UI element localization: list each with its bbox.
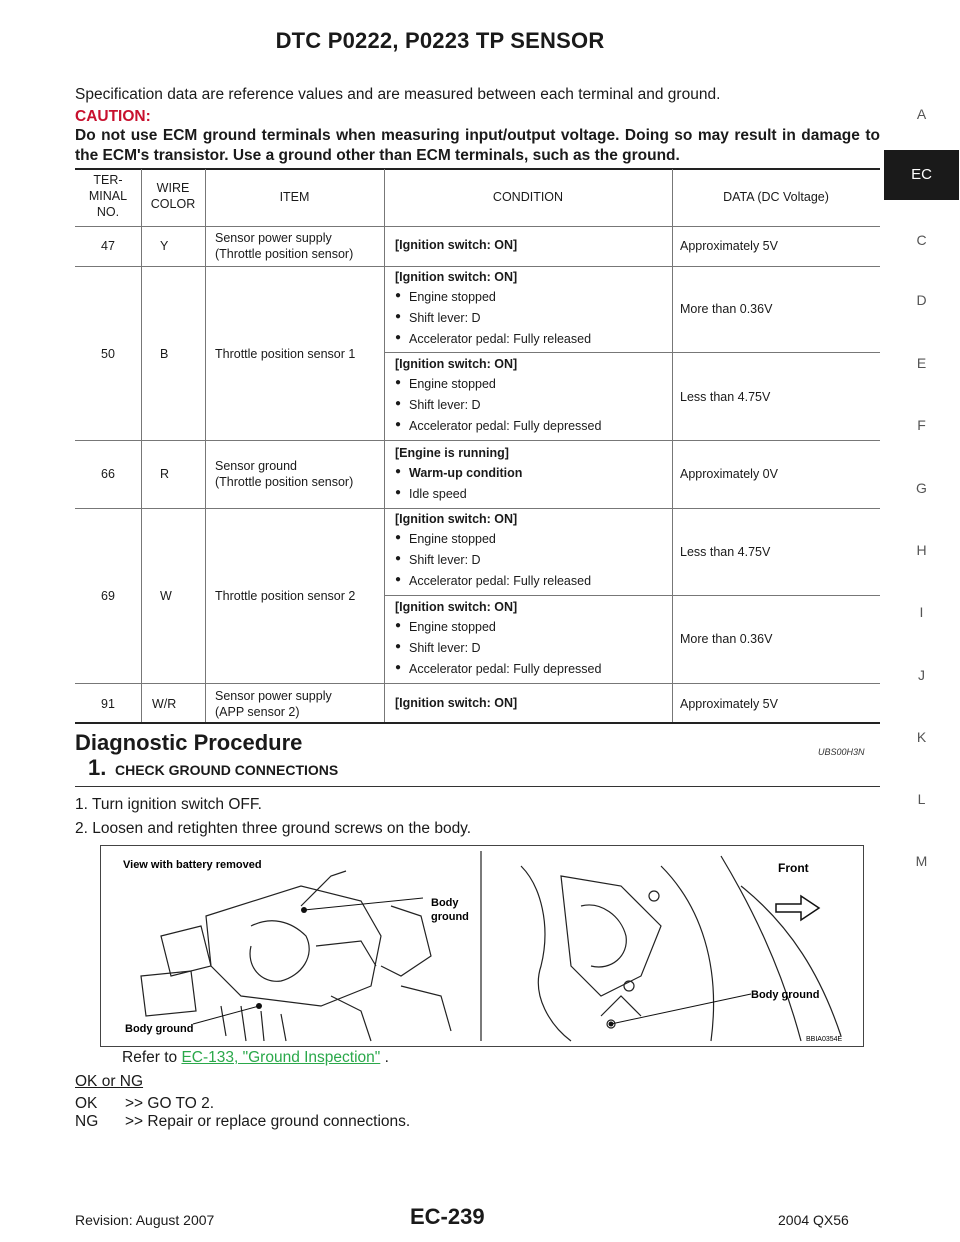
col-divider — [205, 169, 206, 722]
cell-data: Approximately 5V — [680, 697, 778, 711]
cell-condition: [Ignition switch: ON] — [395, 238, 518, 252]
fig-label-body-ground-right: Body ground — [751, 989, 820, 1001]
caution-label: CAUTION: — [75, 108, 151, 125]
cell-condition: [Ignition switch: ON] ● Engine stopped ● Shift lever: D ● Accelerator pedal: Fully depressed — [395, 600, 601, 683]
cell-condition: [Engine is running] ● Warm-up condition ● Idle speed — [395, 446, 522, 508]
step-number: 1. — [88, 755, 107, 780]
header-terminal: TER- MINAL NO. — [88, 173, 128, 219]
side-index-h[interactable]: H — [916, 542, 927, 558]
side-index-m[interactable]: M — [915, 853, 928, 869]
revision-label: Revision: August 2007 — [75, 1212, 215, 1228]
subrow-divider — [384, 595, 880, 596]
table-bottom-rule — [75, 722, 880, 724]
side-index-e[interactable]: E — [916, 355, 927, 371]
cell-condition: [Ignition switch: ON] ● Engine stopped ● Shift lever: D ● Accelerator pedal: Fully released — [395, 270, 591, 353]
page-number: EC-239 — [410, 1204, 485, 1229]
cell-terminal: 66 — [101, 467, 115, 481]
cell-wire: B — [160, 347, 169, 361]
side-index-d[interactable]: D — [916, 292, 927, 308]
fig-label-ground: ground — [431, 911, 469, 923]
cell-terminal: 47 — [101, 239, 115, 253]
section-title: Diagnostic Procedure — [75, 730, 303, 755]
result-ng: NG >> Repair or replace ground connections. — [75, 1113, 411, 1130]
side-index-j[interactable]: J — [918, 667, 925, 683]
ground-location-figure — [100, 845, 864, 1047]
cell-data: Approximately 0V — [680, 467, 778, 481]
cell-terminal: 50 — [101, 347, 115, 361]
cell-item: Throttle position sensor 2 — [215, 589, 356, 603]
fig-label-body-ground-left: Body ground — [125, 1023, 194, 1035]
cell-condition: [Ignition switch: ON] — [395, 696, 518, 710]
fig-label-view: View with battery removed — [123, 859, 262, 871]
cell-data: More than 0.36V — [680, 302, 773, 316]
col-divider — [384, 169, 385, 722]
side-index-c[interactable]: C — [916, 232, 927, 248]
cell-item: Sensor power supply (APP sensor 2) — [215, 689, 332, 719]
ok-or-ng-label: OK or NG — [75, 1073, 144, 1090]
ground-inspection-link[interactable]: EC-133, "Ground Inspection" — [181, 1049, 381, 1066]
cell-item: Sensor ground (Throttle position sensor) — [215, 459, 354, 489]
caution-text: Do not use ECM ground terminals when measuring input/output voltage. Doing so may result in damage to the ECM's transistor. Use a ground other than ECM terminals, such as the ground. — [75, 127, 880, 164]
header-condition: CONDITION — [492, 190, 564, 204]
cell-wire: W — [160, 589, 172, 603]
step-line: 2. Loosen and retighten three ground screws on the body. — [75, 820, 472, 837]
cell-wire: Y — [160, 239, 169, 253]
cell-terminal: 69 — [101, 589, 115, 603]
side-index-g[interactable]: G — [916, 480, 927, 496]
cell-condition: [Ignition switch: ON] ● Engine stopped ● Shift lever: D ● Accelerator pedal: Fully depressed — [395, 357, 601, 440]
cell-item: Sensor power supply (Throttle position sensor) — [215, 231, 354, 261]
row-divider — [75, 683, 880, 684]
cell-data: Approximately 5V — [680, 239, 778, 253]
engine-bay-illustration — [101, 846, 863, 1046]
step-title: CHECK GROUND CONNECTIONS — [115, 762, 339, 778]
spec-note: Specification data are reference values and are measured between each terminal and ground. — [75, 86, 721, 103]
row-divider — [75, 508, 880, 509]
side-index-f[interactable]: F — [917, 417, 926, 433]
col-divider — [672, 169, 673, 722]
step-line: 1. Turn ignition switch OFF. — [75, 796, 262, 813]
header-item: ITEM — [279, 190, 310, 204]
cell-item: Throttle position sensor 1 — [215, 347, 356, 361]
side-index-l[interactable]: L — [917, 791, 926, 807]
side-index-ec[interactable]: EC — [884, 150, 959, 200]
header-data: DATA (DC Voltage) — [723, 190, 829, 204]
header-wire-color: WIRE COLOR — [150, 181, 196, 211]
fig-code: BBIA0354E — [806, 1036, 843, 1043]
fig-label-body: Body — [431, 897, 459, 909]
table-header-divider — [75, 226, 880, 227]
side-index-a[interactable]: A — [916, 106, 927, 122]
side-index-i[interactable]: I — [919, 604, 924, 620]
cell-wire: W/R — [152, 697, 177, 711]
refer-line: Refer to EC-133, "Ground Inspection" . — [122, 1049, 389, 1066]
cell-data: Less than 4.75V — [680, 545, 771, 559]
row-divider — [75, 266, 880, 267]
section-code: UBS00H3N — [818, 747, 865, 757]
col-divider — [141, 169, 142, 722]
row-divider — [75, 440, 880, 441]
cell-terminal: 91 — [101, 697, 115, 711]
front-arrow-icon — [776, 896, 819, 920]
cell-data: More than 0.36V — [680, 632, 773, 646]
fig-label-front: Front — [778, 861, 809, 875]
model-label: 2004 QX56 — [778, 1212, 849, 1228]
cell-data: Less than 4.75V — [680, 390, 771, 404]
table-top-rule — [75, 168, 880, 170]
result-ok: OK >> GO TO 2. — [75, 1095, 215, 1112]
cell-wire: R — [160, 467, 170, 481]
cell-condition: [Ignition switch: ON] ● Engine stopped ● Shift lever: D ● Accelerator pedal: Fully released — [395, 512, 591, 595]
side-index-k[interactable]: K — [916, 729, 927, 745]
step-rule — [75, 786, 880, 787]
page-title: DTC P0222, P0223 TP SENSOR — [275, 28, 605, 53]
